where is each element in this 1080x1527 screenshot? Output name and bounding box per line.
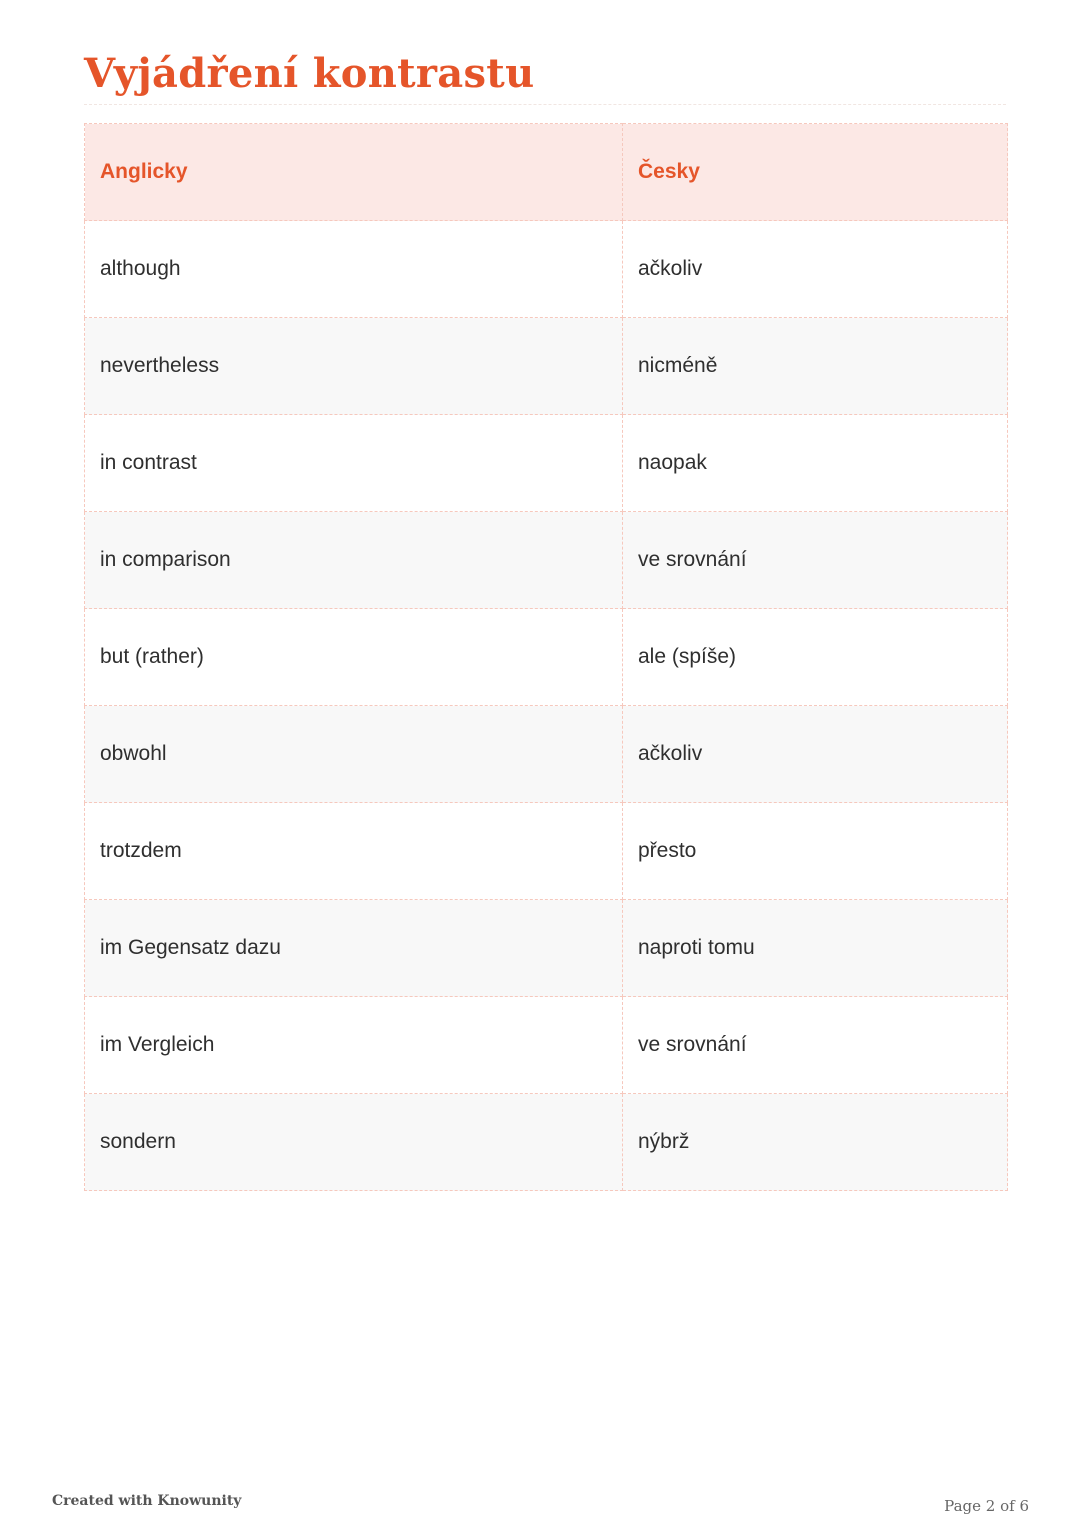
czech-term: naproti tomu [623,900,1008,997]
title-divider [84,104,1006,105]
table-row [85,609,1008,706]
table-row [85,1094,1008,1191]
table-row [85,803,1008,900]
column-header-english: Anglicky [85,124,623,221]
english-term: in contrast [85,415,623,512]
table-row [85,997,1008,1094]
english-term: obwohl [85,706,623,803]
czech-term: přesto [623,803,1008,900]
table-row [85,706,1008,803]
czech-term: nicméně [623,318,1008,415]
english-term: in comparison [85,512,623,609]
english-term: but (rather) [85,609,623,706]
english-term: trotzdem [85,803,623,900]
czech-term: ve srovnání [623,512,1008,609]
table-row [85,318,1008,415]
vocabulary-table [84,123,1008,1191]
english-term: sondern [85,1094,623,1191]
footer-credit: Created with Knowunity [52,1493,242,1509]
table-row [85,221,1008,318]
czech-term: naopak [623,415,1008,512]
czech-term: ale (spíše) [623,609,1008,706]
english-term: nevertheless [85,318,623,415]
column-header-czech: Česky [623,124,1008,221]
english-term: although [85,221,623,318]
english-term: im Gegensatz dazu [85,900,623,997]
table-header-row [85,124,1008,221]
czech-term: nýbrž [623,1094,1008,1191]
czech-term: ačkoliv [623,706,1008,803]
czech-term: ve srovnání [623,997,1008,1094]
czech-term: ačkoliv [623,221,1008,318]
table-row [85,900,1008,997]
page-indicator: Page 2 of 6 [944,1497,1029,1515]
table-row [85,415,1008,512]
table-row [85,512,1008,609]
page-title: Vyjádření kontrastu [84,50,535,97]
english-term: im Vergleich [85,997,623,1094]
